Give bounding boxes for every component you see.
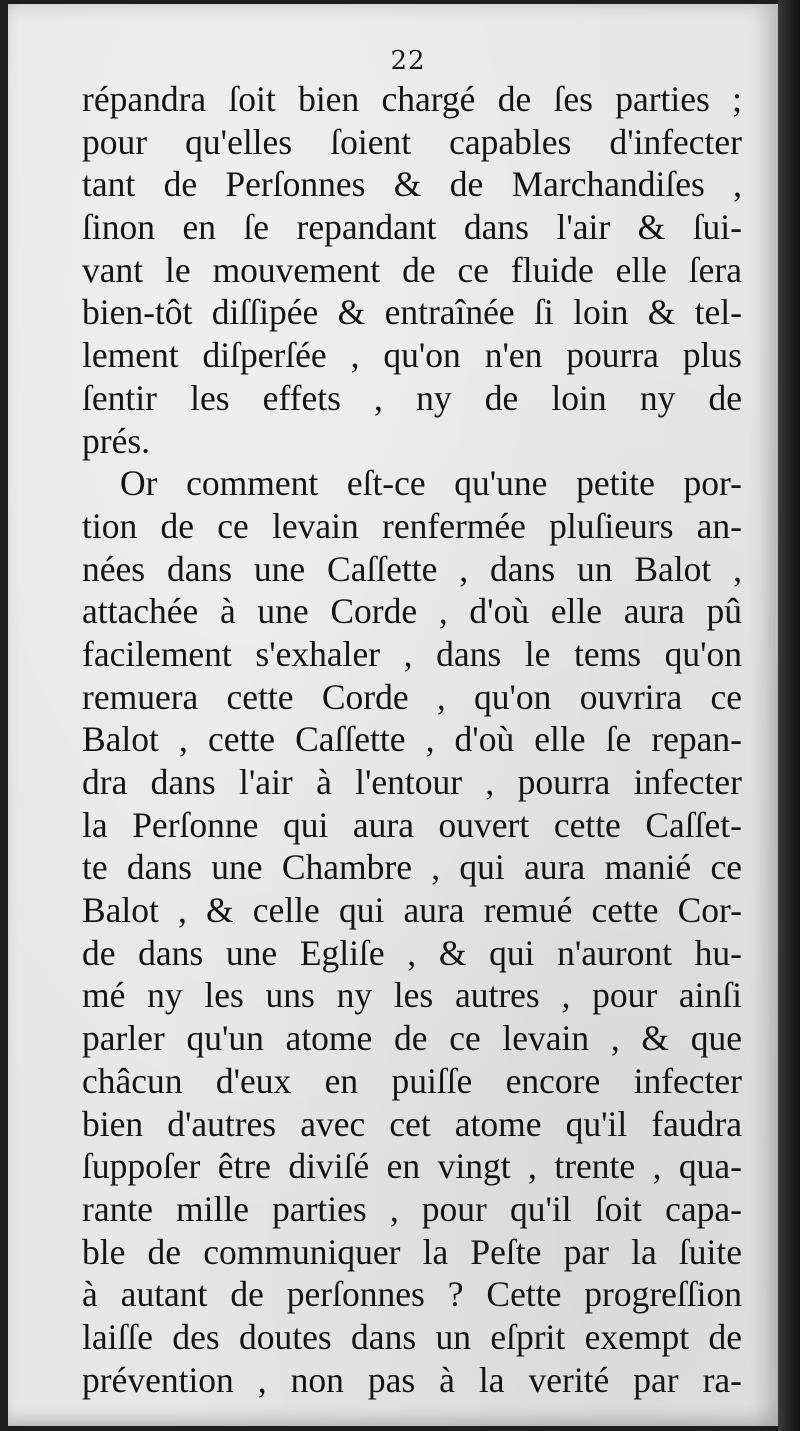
text-line: Balot , cette Caſſette , d'où elle ſe repan- bbox=[82, 719, 742, 760]
text-line: tant de Perſonnes & de Marchandiſes , bbox=[82, 164, 742, 205]
text-line: de dans une Egliſe , & qui n'auront hu- bbox=[82, 932, 742, 973]
text-line: parler qu'un atome de ce levain , & que bbox=[82, 1018, 742, 1059]
text-line: facilement s'exhaler , dans le tems qu'on bbox=[82, 633, 742, 674]
text-line: dra dans l'air à l'entour , pourra infecter bbox=[82, 762, 742, 802]
text-line: Balot , & celle qui aura remué cette Cor- bbox=[82, 890, 742, 931]
body-text bbox=[82, 78, 742, 1401]
text-line: châcun d'eux en puiſſe encore infecter bbox=[82, 1060, 742, 1101]
text-line: pour qu'elles ſoient capables d'infecter bbox=[82, 121, 742, 162]
text-line: lement diſperſée , qu'on n'en pourra plus bbox=[82, 335, 742, 376]
text-line: ble de communiquer la Peſte par la ſuite bbox=[82, 1231, 742, 1272]
text-line: mé ny les uns ny les autres , pour ainſi bbox=[82, 975, 742, 1016]
text-line: ſinon en ſe repandant dans l'air & ſui- bbox=[82, 207, 742, 248]
book-page bbox=[8, 4, 780, 1426]
page-number: 22 bbox=[390, 46, 426, 76]
text-line: remuera cette Corde , qu'on ouvrira ce bbox=[82, 676, 742, 717]
text-line: tion de ce levain renfermée pluſieurs an- bbox=[82, 505, 742, 546]
text-line: ſentir les effets , ny de loin ny de bbox=[82, 377, 742, 418]
text-line: la Perſonne qui aura ouvert cette Caſſet- bbox=[82, 804, 742, 845]
text-line: vant le mouvement de ce fluide elle ſera bbox=[82, 249, 742, 290]
paragraph-end-line: prés. bbox=[82, 420, 151, 461]
text-line: répandra ſoit bien chargé de ſes parties ; bbox=[82, 79, 742, 119]
text-line: rante mille parties , pour qu'il ſoit capa- bbox=[82, 1188, 742, 1229]
page-edge-shadow bbox=[778, 0, 800, 1431]
text-line: à autant de perſonnes ? Cette progreſſion bbox=[82, 1274, 742, 1315]
text-line: te dans une Chambre , qui aura manié ce bbox=[82, 847, 742, 888]
text-line: nées dans une Caſſette , dans un Balot , bbox=[82, 548, 742, 589]
text-line: bien-tôt diſſipée & entraînée ſi loin & tel- bbox=[82, 292, 742, 333]
text-line: ſuppoſer être diviſé en vingt , trente , qua- bbox=[82, 1146, 742, 1187]
paragraph-start-line: Or comment eſt-ce qu'une petite por- bbox=[120, 463, 742, 504]
text-line: laiſſe des doutes dans un eſprit exempt de bbox=[82, 1316, 742, 1357]
text-line: attachée à une Corde , d'où elle aura pû bbox=[82, 591, 742, 632]
text-line: bien d'autres avec cet atome qu'il faudra bbox=[82, 1103, 742, 1144]
text-line: prévention , non pas à la verité par ra- bbox=[82, 1359, 742, 1400]
